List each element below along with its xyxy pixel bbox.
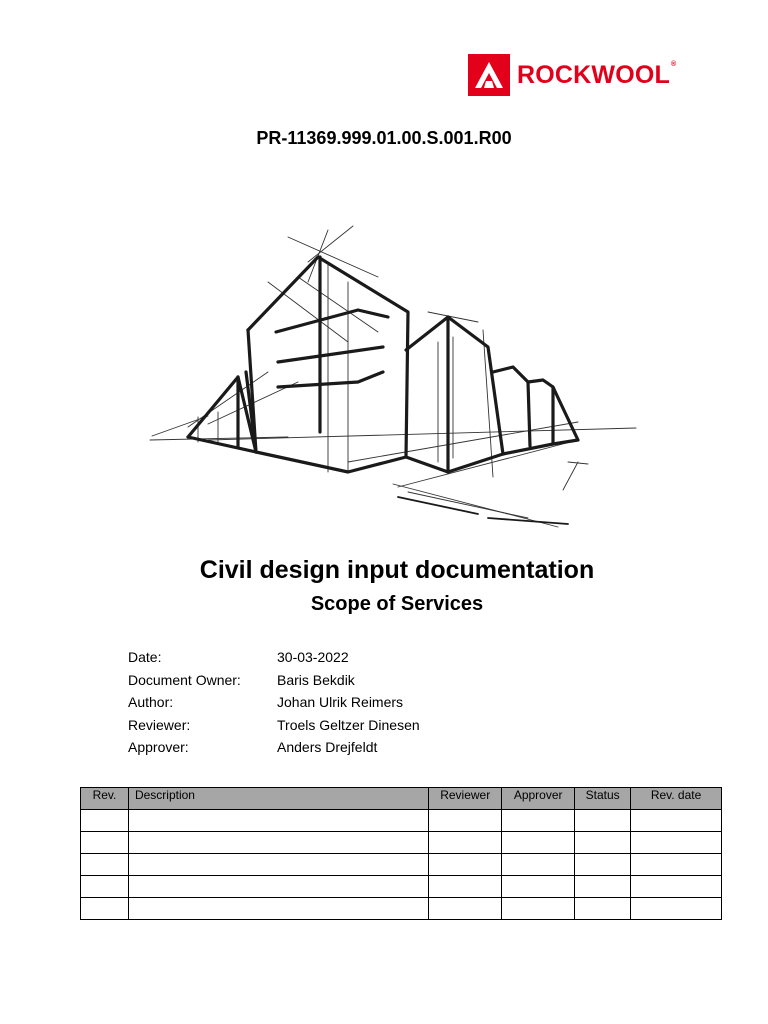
table-row — [81, 832, 722, 854]
table-row — [81, 854, 722, 876]
document-title: Civil design input documentation — [199, 556, 595, 584]
meta-value: Johan Ulrik Reimers — [277, 694, 404, 710]
meta-value: 30-03-2022 — [277, 649, 349, 665]
table-cell — [631, 832, 722, 854]
table-cell — [575, 898, 631, 920]
meta-row-reviewer — [128, 717, 420, 740]
revision-table — [80, 787, 722, 920]
meta-row-owner — [128, 672, 420, 695]
building-sketch-icon — [148, 222, 638, 532]
table-cell — [128, 898, 428, 920]
table-cell — [429, 832, 502, 854]
table-cell — [502, 876, 575, 898]
table-cell — [631, 854, 722, 876]
header-rev: Rev. — [81, 788, 129, 810]
rockwool-logo-mark-icon — [468, 54, 510, 96]
revision-table-body — [81, 810, 722, 920]
table-cell — [429, 876, 502, 898]
header-reviewer: Reviewer — [429, 788, 502, 810]
table-cell — [81, 832, 129, 854]
meta-row-date — [128, 649, 420, 672]
table-cell — [631, 898, 722, 920]
meta-label: Author: — [128, 694, 174, 710]
table-row — [81, 898, 722, 920]
table-cell — [429, 854, 502, 876]
table-cell — [502, 854, 575, 876]
table-cell — [81, 898, 129, 920]
meta-row-author — [128, 694, 420, 717]
revision-table-header — [81, 788, 722, 810]
table-row — [81, 876, 722, 898]
table-row — [81, 810, 722, 832]
table-cell — [575, 832, 631, 854]
table-cell — [128, 876, 428, 898]
meta-label: Approver: — [128, 739, 189, 755]
table-cell — [81, 876, 129, 898]
table-cell — [502, 898, 575, 920]
table-cell — [575, 876, 631, 898]
table-cell — [631, 876, 722, 898]
table-cell — [502, 832, 575, 854]
document-id: PR-11369.999.01.00.S.001.R00 — [256, 128, 512, 148]
table-cell — [575, 810, 631, 832]
meta-label: Date: — [128, 649, 162, 665]
table-cell — [575, 854, 631, 876]
document-metadata — [128, 649, 420, 762]
header-status: Status — [575, 788, 631, 810]
meta-value: Baris Bekdik — [277, 671, 355, 688]
header-approver: Approver — [502, 788, 575, 810]
meta-label: Reviewer: — [128, 716, 191, 733]
meta-value: Troels Geltzer Dinesen — [277, 716, 420, 733]
meta-value: Anders Drejfeldt — [277, 739, 378, 755]
rockwool-logo — [468, 54, 676, 96]
table-cell — [128, 832, 428, 854]
table-cell — [429, 898, 502, 920]
header-description: Description — [128, 788, 428, 810]
header-rev-date: Rev. date — [631, 788, 722, 810]
table-cell — [128, 810, 428, 832]
table-cell — [81, 810, 129, 832]
table-cell — [429, 810, 502, 832]
meta-label: Document Owner: — [128, 671, 241, 688]
table-cell — [81, 854, 129, 876]
table-cell — [631, 810, 722, 832]
logo-wordmark: ROCKWOOL® — [517, 60, 677, 89]
document-subtitle: Scope of Services — [310, 593, 484, 615]
table-cell — [128, 854, 428, 876]
meta-row-approver — [128, 739, 420, 762]
table-cell — [502, 810, 575, 832]
